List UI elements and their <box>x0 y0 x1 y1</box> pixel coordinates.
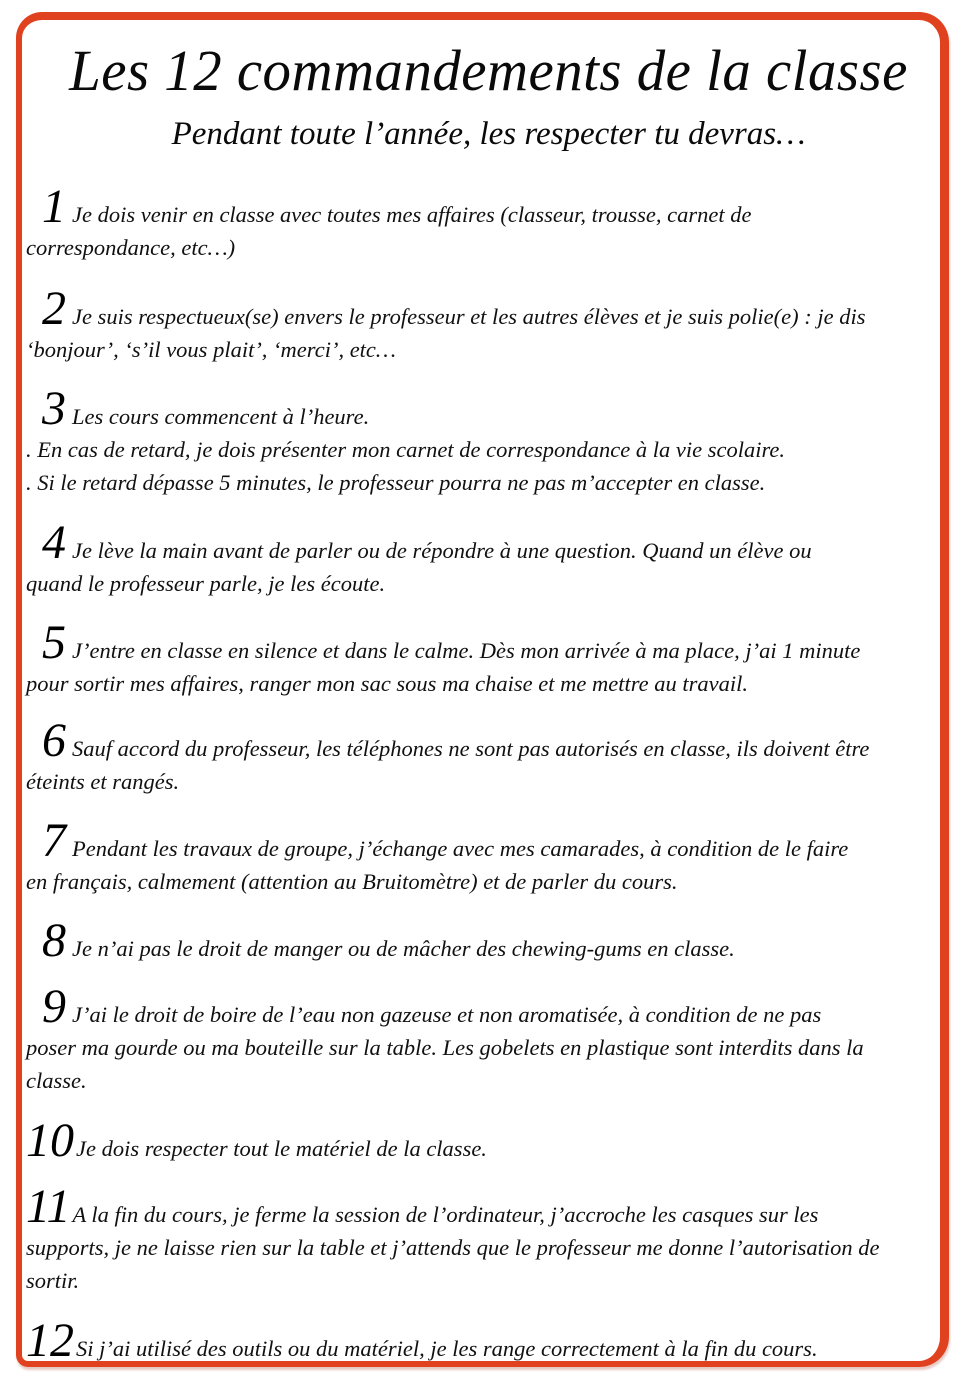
rule-text-line: poser ma gourde ou ma bouteille sur la table. Les gobelets en plastique sont interdits dans la <box>26 1035 864 1060</box>
rule-number: 1 <box>42 180 66 233</box>
rule-number: 5 <box>42 616 66 669</box>
rule-number: 9 <box>42 980 66 1033</box>
rule-text-line: Pendant les travaux de groupe, j’échange avec mes camarades, à condition de le faire <box>72 836 849 861</box>
rule-text-line: Si j’ai utilisé des outils ou du matériel, je les range correctement à la fin du cours. <box>76 1336 818 1361</box>
rule-text-line: ‘bonjour’, ‘s’il vous plait’, ‘merci’, etc… <box>26 337 396 362</box>
rule-text-line: A la fin du cours, je ferme la session de l’ordinateur, j’accroche les casques sur les <box>72 1202 819 1227</box>
rule-8 <box>26 914 938 967</box>
rule-text-line: Les cours commencent à l’heure. <box>72 404 370 429</box>
rule-10 <box>26 1114 938 1167</box>
rule-text-line: en français, calmement (attention au Bruitomètre) et de parler du cours. <box>26 869 678 894</box>
rule-text-line: . En cas de retard, je dois présenter mon carnet de correspondance à la vie scolaire. <box>26 437 786 462</box>
rule-text-line: Je n’ai pas le droit de manger ou de mâcher des chewing-gums en classe. <box>72 936 735 961</box>
rule-12 <box>26 1314 938 1367</box>
rule-number: 12 <box>26 1314 74 1367</box>
rule-number: 7 <box>42 814 66 867</box>
rule-text-line: pour sortir mes affaires, ranger mon sac sous ma chaise et me mettre au travail. <box>26 671 749 696</box>
rule-number: 2 <box>42 282 66 335</box>
rule-text-line: correspondance, etc…) <box>26 235 236 260</box>
rule-text-line: supports, je ne laisse rien sur la table et j’attends que le professeur me donne l’autorisation de <box>26 1235 880 1260</box>
rule-text-line: sortir. <box>26 1268 80 1293</box>
rule-2 <box>26 282 938 366</box>
rule-text-line: J’ai le droit de boire de l’eau non gazeuse et non aromatisée, à condition de ne pas <box>72 1002 822 1027</box>
rule-5 <box>26 616 938 700</box>
rule-number: 6 <box>42 714 66 767</box>
rule-text-line: Sauf accord du professeur, les téléphones ne sont pas autorisés en classe, ils doivent être <box>72 736 870 761</box>
rule-9 <box>26 980 938 1097</box>
rule-6 <box>26 714 938 798</box>
rule-text-line: Je dois venir en classe avec toutes mes affaires (classeur, trousse, carnet de <box>72 202 752 227</box>
rule-text-line: . Si le retard dépasse 5 minutes, le professeur pourra ne pas m’accepter en classe. <box>26 470 766 495</box>
rule-number: 3 <box>42 382 66 435</box>
rule-11 <box>26 1180 938 1297</box>
rule-number: 8 <box>42 914 66 967</box>
rule-1 <box>26 180 938 264</box>
rule-text-line: classe. <box>26 1068 87 1093</box>
rule-text-line: éteints et rangés. <box>26 769 180 794</box>
rule-text-line: J’entre en classe en silence et dans le calme. Dès mon arrivée à ma place, j’ai 1 minute <box>72 638 861 663</box>
rule-text-line: Je suis respectueux(se) envers le professeur et les autres élèves et je suis polie(e) : je dis <box>72 304 866 329</box>
rule-3 <box>26 382 938 499</box>
page-title: Les 12 commandements de la classe <box>69 38 908 103</box>
rule-number: 4 <box>42 516 66 569</box>
rule-text-line: Je dois respecter tout le matériel de la classe. <box>76 1136 487 1161</box>
rule-text-line: Je lève la main avant de parler ou de répondre à une question. Quand un élève ou <box>72 538 812 563</box>
page-subtitle: Pendant toute l’année, les respecter tu devras… <box>171 116 806 152</box>
rule-7 <box>26 814 938 898</box>
rule-number: 10 <box>26 1114 74 1167</box>
rule-text-line: quand le professeur parle, je les écoute. <box>26 571 386 596</box>
rule-number: 11 <box>26 1180 71 1233</box>
rule-4 <box>26 516 938 600</box>
